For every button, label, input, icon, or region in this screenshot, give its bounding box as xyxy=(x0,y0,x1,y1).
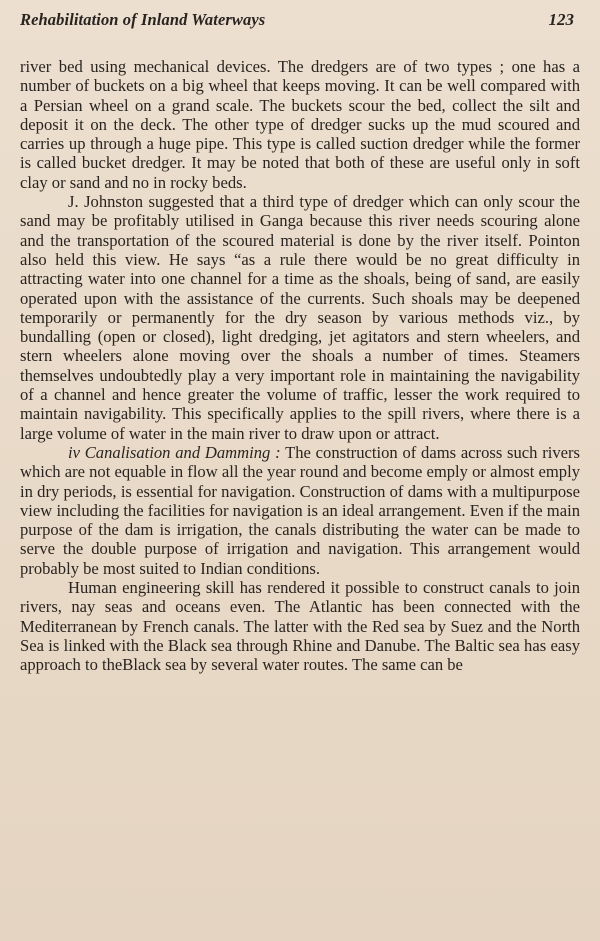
paragraph-dredger-types: river bed using mechanical devices. The dredgers are of two types ; one has a number of buckets on a big wheel that keeps moving. It can be well compared with a Persian wheel on a grand scale. The buckets scour the bed, collect the silt and deposit it on the deck. The other type of dredger sucks up the mud scoured and carries up through a huge pipe. This type is called suction dredger while the former is called bucket dredger. It may be noted that both of these are useful only in soft clay or sand and no in rocky beds. xyxy=(20,57,580,192)
page-number: 123 xyxy=(548,10,574,29)
paragraph-canalisation-text: The construction of dams across such rivers which are not equable in flow all the year round and become emply or almost emply in dry periods, is essential for navigation. Construction of dams with a multipurpose view including the facilities for navigation is an ideal arrangement. Even if the main purpose of the dam is irrigation, the canals distributing the water can be made to serve the double purpose of irrigation and navigation. This arrangement would probably be most suited to Indian conditions. xyxy=(20,442,580,578)
page-header xyxy=(20,10,580,38)
running-title: Rehabilitation of Inland Waterways xyxy=(20,10,266,29)
paragraph-engineering: Human engineering skill has rendered it possible to construct canals to join rivers, nay seas and oceans even. The Atlantic has been connected with the Mediterranean by French canals. The latter with the Red sea by Suez and the North Sea is linked with the Black sea through Rhine and Danube. The Baltic sea has easy approach to theBlack sea by several water routes. The same can be xyxy=(20,578,580,675)
paragraph-canalisation xyxy=(20,443,580,578)
section-subheading: iv Canalisation and Damming : xyxy=(68,442,281,462)
paragraph-johnston: J. Johnston suggested that a third type of dredger which can only scour the sand may be profitably utilised in Ganga because this river needs scouring alone and the transportation of the scoured material is done by the river itself. Pointon also held this view. He says “as a rule there would be no great difficulty in attracting water into one channel for a time as the shoals, being of sand, are easily operated upon with the assistance of the currents. Such shoals may be deepened temporarily or permanently for the dry season by various methods viz., by bundalling (open or closed), light dredging, jet agitators and stern wheelers, and stern wheelers alone moving over the shoals a number of times. Steamers themselves undoubtedly play a very important role in maintaining the navigability of a channel and hence greater the volume of traffic, lesser the work required to maintain navigability. This specifically applies to the spill rivers, where there is a large volume of water in the main river to draw upon or attract. xyxy=(20,192,580,443)
body-text xyxy=(20,57,580,675)
